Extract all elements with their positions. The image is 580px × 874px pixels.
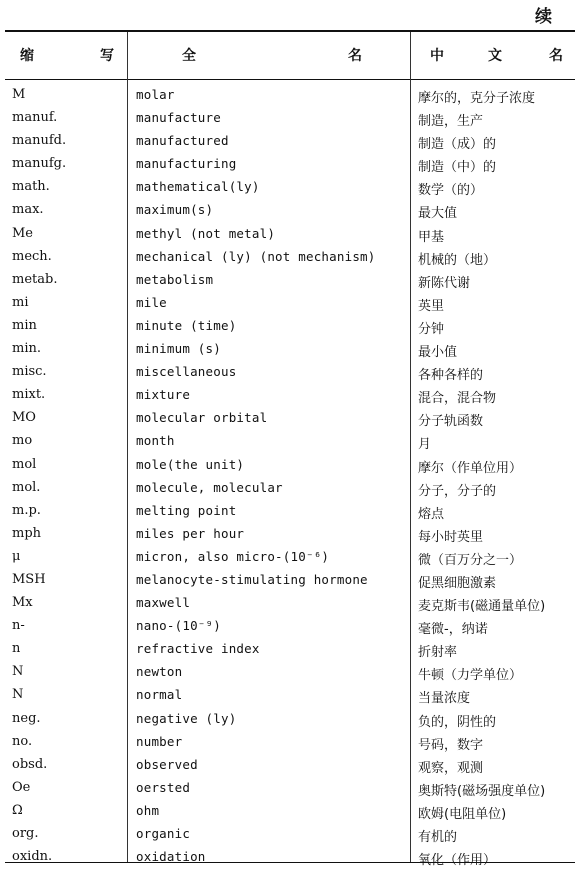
table-row	[0, 292, 580, 315]
chinese-name-cell: 甲基	[418, 229, 445, 245]
full-name-cell: observed	[136, 756, 198, 772]
table-row	[0, 754, 580, 777]
full-name-cell: newton	[136, 664, 183, 680]
table-row	[0, 454, 580, 477]
header-full-name: 名	[348, 48, 362, 64]
chinese-name-cell: 号码，数字	[418, 737, 484, 753]
full-name-cell: number	[136, 733, 183, 749]
table-row	[0, 638, 580, 661]
table-row	[0, 246, 580, 269]
abbreviation-cell: no.	[12, 733, 33, 749]
chinese-name-cell: 制造（中）的	[418, 160, 497, 176]
abbreviation-cell: org.	[12, 826, 39, 841]
abbreviation-cell: mol	[12, 456, 37, 472]
abbreviation-cell: mo	[12, 433, 33, 449]
abbreviation-cell: manufg.	[12, 156, 67, 172]
table-row	[0, 684, 580, 707]
table-row	[0, 708, 580, 731]
table-row	[0, 107, 580, 130]
abbreviation-cell: Ω	[12, 802, 23, 818]
abbreviation-cell: M	[12, 87, 26, 102]
full-name-cell: maximum(s)	[136, 202, 214, 218]
chinese-name-cell: 微（百万分之一）	[418, 552, 523, 568]
chinese-name-cell: 最小值	[418, 345, 458, 361]
header-chinese-name: 文	[488, 48, 502, 64]
header-abbreviation: 缩	[20, 48, 34, 64]
table-row	[0, 592, 580, 615]
table-row	[0, 477, 580, 500]
abbreviation-cell: manufd.	[12, 133, 67, 149]
full-name-cell: melanocyte-stimulating hormone	[136, 571, 368, 587]
abbreviation-cell: Mx	[12, 595, 33, 611]
abbreviation-cell: Me	[12, 225, 34, 241]
full-name-cell: mole(the unit)	[136, 456, 245, 472]
table-row	[0, 199, 580, 222]
table-row	[0, 315, 580, 338]
chinese-name-cell: 制造（成）的	[418, 137, 497, 153]
abbreviation-cell: N	[12, 664, 24, 680]
table-row	[0, 523, 580, 546]
header-abbreviation: 写	[100, 48, 114, 64]
full-name-cell: month	[136, 433, 175, 449]
chinese-name-cell: 观察，观测	[418, 760, 484, 776]
full-name-cell: mathematical(ly)	[136, 179, 260, 195]
chinese-name-cell: 最大值	[418, 206, 458, 222]
abbreviation-cell: n-	[12, 618, 25, 634]
chinese-name-cell: 新陈代谢	[418, 275, 471, 291]
full-name-cell: manufacturing	[136, 156, 237, 172]
table-row	[0, 384, 580, 407]
full-name-cell: maxwell	[136, 595, 191, 611]
table-row	[0, 338, 580, 361]
chinese-name-cell: 当量浓度	[418, 691, 471, 707]
chinese-name-cell: 牛顿（力学单位）	[418, 668, 523, 684]
chinese-name-cell: 熔点	[418, 506, 445, 522]
chinese-name-cell: 分子轨函数	[418, 414, 484, 430]
abbreviation-cell: μ	[12, 548, 21, 564]
chinese-name-cell: 机械的（地）	[418, 252, 497, 268]
table-row	[0, 269, 580, 292]
abbreviation-cell: manuf.	[12, 110, 58, 126]
header-rule	[5, 79, 575, 80]
table-row	[0, 84, 580, 107]
table-row	[0, 546, 580, 569]
chinese-name-cell: 欧姆(电阻单位)	[418, 806, 507, 822]
full-name-cell: negative (ly)	[136, 710, 237, 726]
full-name-cell: miles per hour	[136, 525, 245, 541]
chinese-name-cell: 毫微-，纳诺	[418, 622, 488, 638]
header-chinese-name: 名	[549, 48, 563, 64]
full-name-cell: mechanical (ly) (not mechanism)	[136, 248, 376, 264]
abbreviation-cell: Oe	[12, 779, 31, 795]
chinese-name-cell: 分钟	[418, 321, 445, 337]
table-row	[0, 777, 580, 800]
chinese-name-cell: 混合，混合物	[418, 391, 497, 407]
table-row	[0, 407, 580, 430]
abbreviation-cell: misc.	[12, 364, 47, 380]
full-name-cell: manufactured	[136, 133, 229, 149]
abbreviation-cell: N	[12, 687, 24, 703]
table-row	[0, 130, 580, 153]
abbreviation-cell: obsd.	[12, 756, 48, 772]
abbreviation-cell: min.	[12, 341, 41, 357]
table-row	[0, 661, 580, 684]
abbreviation-cell: mech.	[12, 248, 52, 264]
table-row	[0, 361, 580, 384]
full-name-cell: molar	[136, 87, 175, 102]
full-name-cell: manufacture	[136, 110, 221, 126]
full-name-cell: metabolism	[136, 271, 214, 287]
full-name-cell: organic	[136, 826, 191, 841]
full-name-cell: minute (time)	[136, 317, 237, 333]
chinese-name-cell: 制造，生产	[418, 114, 484, 130]
table-row	[0, 430, 580, 453]
table-top-rule	[5, 30, 575, 32]
full-name-cell: molecular orbital	[136, 410, 268, 426]
chinese-name-cell: 月	[418, 437, 432, 453]
abbreviation-cell: oxidn.	[12, 849, 53, 865]
header-full-name: 全	[182, 48, 196, 64]
chinese-name-cell: 负的，阴性的	[418, 714, 497, 730]
abbreviation-cell: mi	[12, 294, 29, 310]
abbreviation-cell: n	[12, 641, 21, 657]
abbreviation-cell: m.p.	[12, 502, 41, 518]
full-name-cell: molecule, molecular	[136, 479, 283, 495]
abbreviation-cell: min	[12, 317, 37, 333]
abbreviation-cell: MO	[12, 410, 36, 426]
abbreviation-cell: neg.	[12, 710, 41, 726]
table-row	[0, 615, 580, 638]
chinese-name-cell: 有机的	[418, 830, 458, 845]
chinese-name-cell: 英里	[418, 298, 445, 314]
continued-label: 续	[535, 7, 552, 27]
full-name-cell: melting point	[136, 502, 237, 518]
full-name-cell: oersted	[136, 779, 191, 795]
full-name-cell: normal	[136, 687, 183, 703]
abbreviation-cell: mol.	[12, 479, 41, 495]
full-name-cell: methyl (not metal)	[136, 225, 276, 241]
full-name-cell: refractive index	[136, 641, 260, 657]
chinese-name-cell: 各种各样的	[418, 368, 484, 384]
full-name-cell: nano-(10⁻⁹)	[136, 618, 221, 634]
table-row	[0, 153, 580, 176]
chinese-name-cell: 奥斯特(磁场强度单位)	[418, 783, 546, 799]
abbreviation-table-body	[0, 84, 580, 869]
chinese-name-cell: 摩尔（作单位用）	[418, 460, 523, 476]
full-name-cell: miscellaneous	[136, 364, 237, 380]
chinese-name-cell: 每小时英里	[418, 529, 484, 545]
table-row	[0, 223, 580, 246]
table-row	[0, 569, 580, 592]
chinese-name-cell: 分子，分子的	[418, 483, 497, 499]
abbreviation-cell: MSH	[12, 571, 46, 587]
full-name-cell: oxidation	[136, 849, 206, 865]
chinese-name-cell: 数学（的）	[418, 183, 484, 199]
chinese-name-cell: 折射率	[418, 645, 458, 661]
chinese-name-cell: 麦克斯韦(磁通量单位)	[418, 599, 546, 615]
full-name-cell: minimum (s)	[136, 341, 221, 357]
abbreviation-cell: metab.	[12, 271, 58, 287]
full-name-cell: micron, also micro-(10⁻⁶)	[136, 548, 330, 564]
table-row	[0, 823, 580, 846]
abbreviation-cell: mph	[12, 525, 42, 541]
header-chinese-name: 中	[430, 48, 444, 64]
full-name-cell: ohm	[136, 802, 160, 818]
full-name-cell: mixture	[136, 387, 191, 403]
table-row	[0, 500, 580, 523]
full-name-cell: mile	[136, 294, 167, 310]
table-row	[0, 800, 580, 823]
table-row	[0, 731, 580, 754]
chinese-name-cell: 促黑细胞激素	[418, 575, 497, 591]
abbreviation-cell: max.	[12, 202, 44, 218]
table-row	[0, 846, 580, 869]
chinese-name-cell: 氧化（作用）	[418, 853, 497, 869]
abbreviation-cell: math.	[12, 179, 50, 195]
table-row	[0, 176, 580, 199]
abbreviation-cell: mixt.	[12, 387, 46, 403]
chinese-name-cell: 摩尔的，克分子浓度	[418, 91, 536, 106]
